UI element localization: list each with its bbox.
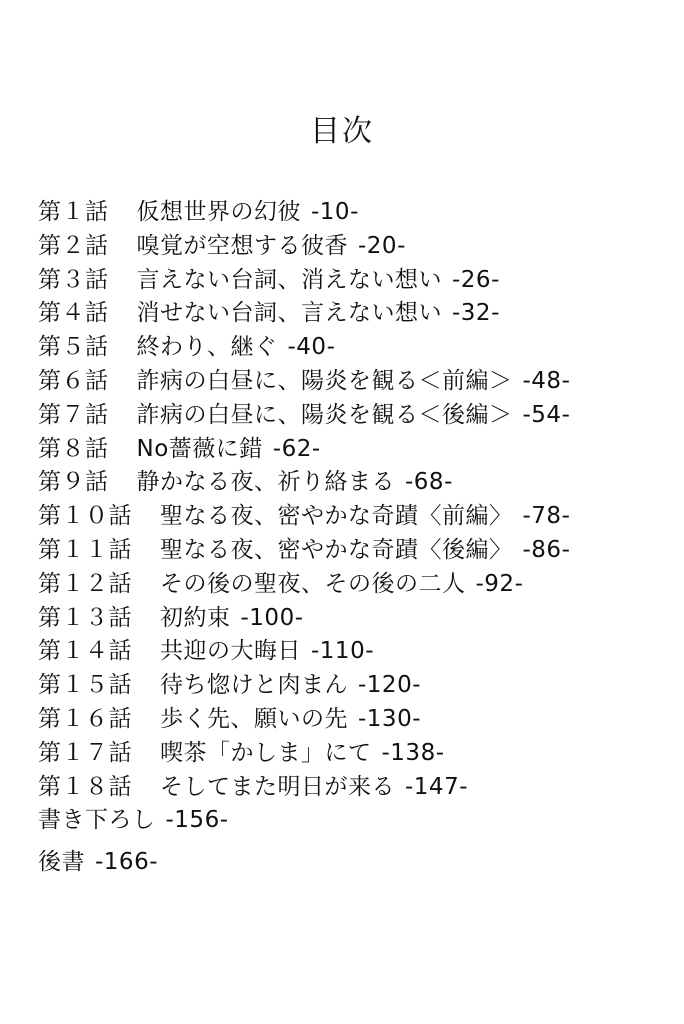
toc-page-number: -156- (165, 807, 229, 834)
toc-entry (38, 399, 678, 433)
toc-page-number: -78- (522, 503, 571, 530)
toc-page-number: -130- (358, 705, 421, 732)
toc-chapter-number: 第１２話 (38, 570, 132, 597)
toc-entry (38, 500, 678, 534)
toc-entry-title: 書き下ろし (38, 807, 156, 834)
toc-page-number: -20- (358, 232, 406, 259)
toc-chapter-number: 第５話 (38, 334, 109, 361)
toc-chapter-number: 第１８話 (38, 773, 132, 800)
toc-entry (38, 365, 678, 399)
toc-entry-title: 初約束 (160, 604, 231, 631)
toc-entry-title: 詐病の白昼に、陽炎を観る＜後編＞ (136, 401, 513, 428)
toc-entry (38, 534, 678, 568)
toc-entry (38, 771, 678, 805)
toc-entry (38, 433, 678, 467)
toc-chapter-number: 第２話 (38, 232, 109, 259)
toc-entry-title: 嗅覚が空想する彼香 (136, 232, 348, 259)
toc-entry (38, 264, 678, 298)
toc-entry-title: 喫茶「かしま」にて (160, 739, 372, 766)
page-title: 目次 (310, 114, 374, 149)
toc-entry (38, 230, 678, 264)
toc-entry-title: 聖なる夜、密やかな奇蹟〈後編〉 (160, 536, 513, 563)
toc-chapter-number: 第１５話 (38, 672, 132, 699)
toc-entry (38, 466, 678, 500)
toc-page-number: -68- (405, 469, 453, 496)
toc-page-number: -138- (381, 739, 445, 766)
toc-entry (38, 297, 678, 331)
toc-entry-title: 共迎の大晦日 (160, 638, 301, 665)
toc-entry (38, 331, 678, 365)
toc-entry-title: 仮想世界の幻彼 (136, 199, 301, 225)
toc-entry-title: 後書 (38, 849, 85, 876)
toc-entry (38, 602, 678, 636)
toc-entry (38, 635, 678, 669)
toc-chapter-number: 第１１話 (38, 536, 132, 563)
toc-page-number: -86- (522, 536, 571, 563)
toc-chapter-number: 第７話 (38, 401, 109, 428)
toc-entry-title: 終わり、継ぐ (136, 334, 278, 361)
toc-page-number: -54- (522, 401, 571, 428)
toc-chapter-number: 第１０話 (38, 503, 132, 530)
toc-page-number: -62- (272, 435, 321, 462)
toc-page-number: -10- (311, 199, 359, 225)
toc-page-number: -166- (95, 849, 158, 876)
toc-chapter-number: 第６話 (38, 367, 109, 394)
toc-page-number: -100- (240, 604, 304, 631)
toc-page-number: -32- (452, 300, 500, 327)
toc-page-number: -147- (405, 773, 468, 800)
toc-chapter-number: 第１６話 (38, 705, 132, 732)
toc-chapter-number: 第１話 (38, 199, 109, 225)
toc-page-number: -110- (311, 638, 374, 665)
toc-page-number: -120- (358, 672, 421, 699)
toc-chapter-number: 第１７話 (38, 739, 132, 766)
toc-entry (38, 737, 678, 771)
toc-chapter-number: 第１４話 (38, 638, 132, 665)
toc-entry-title: 聖なる夜、密やかな奇蹟〈前編〉 (160, 503, 513, 530)
toc-entry-title: 詐病の白昼に、陽炎を観る＜前編＞ (136, 367, 513, 394)
toc-chapter-number: 第１３話 (38, 604, 132, 631)
toc-entry (38, 196, 678, 230)
toc-entry (38, 846, 678, 880)
toc-chapter-number: 第８話 (38, 435, 109, 462)
toc-chapter-number: 第４話 (38, 300, 109, 327)
toc-entry-title: そしてまた明日が来る (160, 773, 395, 800)
toc-entry-title: 言えない台詞、消えない想い (136, 266, 442, 293)
toc-page-number: -48- (522, 367, 571, 394)
table-of-contents (38, 196, 678, 880)
toc-entry-title: その後の聖夜、その後の二人 (160, 570, 466, 597)
toc-entry-title: 消せない台詞、言えない想い (136, 300, 442, 327)
toc-entry (38, 703, 678, 737)
toc-page-number: -92- (475, 570, 524, 597)
toc-chapter-number: 第９話 (38, 469, 109, 496)
toc-entry-title: 静かなる夜、祈り絡まる (136, 469, 395, 496)
toc-page-number: -40- (287, 334, 336, 361)
toc-entry (38, 669, 678, 703)
toc-entry (38, 568, 678, 602)
toc-entry-title: No薔薇に錯 (136, 435, 263, 462)
toc-chapter-number: 第３話 (38, 266, 109, 293)
toc-entry-title: 待ち惚けと肉まん (160, 672, 348, 699)
toc-entry-title: 歩く先、願いの先 (160, 705, 348, 732)
toc-page-number: -26- (452, 266, 500, 293)
toc-entry (38, 804, 678, 838)
